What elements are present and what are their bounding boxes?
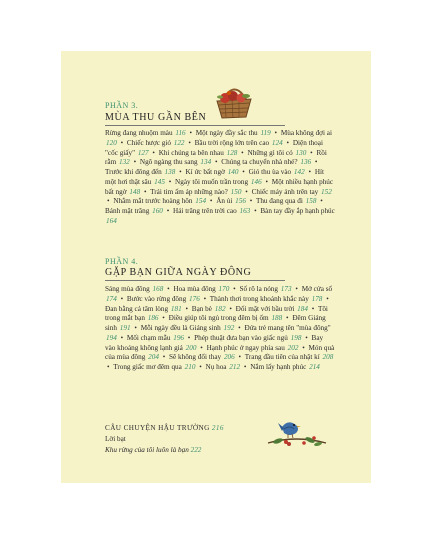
entry-title: Gió thu ùa vào (248, 168, 292, 176)
entry-page: 140 (227, 168, 239, 176)
separator-dot: • (229, 304, 232, 313)
separator-dot: • (305, 333, 308, 342)
entry-title: Mỗi ngày đều là Giáng sinh (140, 324, 221, 332)
entry-page: 176 (189, 294, 200, 303)
separator-dot: • (199, 363, 202, 371)
entry-page: 200 (185, 343, 197, 352)
entry-title: Phép thuật đưa bạn vào giấc ngủ (194, 333, 288, 342)
entry-page: 192 (223, 324, 235, 332)
entry-title: Số rô la nóng (239, 285, 278, 293)
entry-page: 194 (106, 333, 117, 342)
separator-dot: • (107, 363, 110, 371)
entry-title: Hải trăng trên trời cao (173, 207, 237, 215)
entry-page: 127 (137, 148, 149, 157)
separator-dot: • (143, 187, 147, 196)
entry-title: Nắm lấy hạnh phúc (250, 363, 307, 371)
part3-entry (252, 188, 332, 196)
separator-dot: • (179, 168, 182, 176)
entry-page: 202 (287, 343, 299, 352)
part4-entry (113, 363, 195, 371)
entry-title: Trang đầu tiên của nhật kí (244, 353, 320, 362)
entry-page: 124 (271, 138, 283, 147)
entry-page: 212 (229, 363, 241, 371)
entry-title: Hạnh phúc ở ngay phía sau (206, 343, 285, 352)
part3-entry (221, 158, 311, 166)
entry-page: 182 (214, 304, 226, 313)
separator-dot: • (107, 197, 110, 206)
separator-dot: • (308, 168, 312, 176)
entry-title: Bay vào khoảng không lạnh giá (105, 333, 324, 352)
entry-title: Diện thoại "cốc giấy" (105, 138, 323, 157)
entry-page: 158 (305, 197, 317, 206)
separator-dot: • (203, 294, 207, 303)
part4-entry (206, 363, 241, 371)
entry-page: 134 (200, 158, 212, 167)
part3-entry (249, 168, 305, 176)
bird-branch-illustration (266, 413, 328, 449)
entry-title: Trong giấc mơ đêm qua (113, 363, 182, 371)
part3-entry (196, 129, 271, 137)
entry-page: 173 (280, 285, 292, 293)
part4-entry (105, 285, 163, 293)
entry-title: Trước khi đông đến (105, 168, 162, 176)
entry-title: Thu đang qua đi (255, 197, 303, 206)
part3-entry (175, 178, 262, 186)
separator-dot: • (134, 324, 137, 332)
part3-entry (185, 168, 238, 176)
separator-dot: • (249, 197, 253, 206)
part4-entry (192, 305, 226, 313)
separator-dot: • (214, 158, 218, 167)
entry-page: 208 (322, 353, 334, 362)
part3-entry (150, 188, 241, 196)
entry-title: Một ngày đầy sắc thu (195, 129, 258, 137)
part3-entry (159, 149, 238, 157)
basket-illustration (213, 81, 255, 121)
entry-title: Hít một hơi thật sâu (105, 168, 325, 186)
entry-title: Mùa không đợi ai (280, 129, 332, 137)
part3-entry (127, 139, 185, 147)
separator-dot: • (238, 353, 242, 362)
entry-page: 156 (235, 197, 246, 206)
separator-dot: • (265, 177, 268, 186)
afterword-title-text: CÂU CHUYỆN HẬU TRƯỜNG (105, 424, 210, 432)
entry-title: Hoa mùa đông (173, 285, 216, 293)
entry-page: 154 (195, 197, 207, 206)
separator-dot: • (326, 294, 329, 303)
part4-entry (105, 305, 182, 313)
entry-page: 168 (152, 285, 164, 293)
entry-title: Mối chạm mẫu (126, 333, 171, 342)
entry-title: Bánh mặt trăng (105, 207, 150, 215)
entry-page: 164 (106, 216, 117, 225)
entry-title: Một nhiều hạnh phúc bất ngờ (105, 177, 334, 196)
part4-entry (169, 353, 235, 361)
separator-dot: • (187, 333, 191, 342)
afterword-line2-text: Khu rừng của tôi luôn là bạn (105, 446, 189, 454)
separator-dot: • (320, 197, 323, 206)
entry-title: Tôi trong mắt bạn (105, 304, 328, 323)
entry-page: 142 (293, 168, 305, 176)
separator-dot: • (233, 285, 236, 293)
separator-dot: • (166, 207, 170, 215)
separator-dot: • (295, 285, 298, 293)
entry-title: Ngõ ngàng thu sang (139, 158, 198, 167)
entry-page: 145 (154, 177, 165, 186)
entry-title: Nhắm mắt trước hoàng hôn (113, 197, 193, 206)
part3-entry (173, 207, 250, 215)
separator-dot: • (152, 148, 155, 157)
entry-page: 146 (250, 177, 262, 186)
afterword-line2 (105, 446, 201, 454)
entry-page: 148 (129, 187, 141, 196)
separator-dot: • (200, 343, 203, 352)
entry-title: Bạn bè (191, 304, 212, 313)
afterword-line1: Lời bạt (105, 435, 126, 443)
separator-dot: • (133, 158, 137, 167)
entry-title: Bàn tay đầy ắp hạnh phúc (260, 207, 335, 215)
entry-title: Chúng ta chuyển nhà nhé? (221, 158, 298, 167)
part3-title: MÙA THU GẦN BÊN (105, 112, 207, 123)
entry-title: Mở cửa sổ (301, 285, 333, 293)
entry-title: Chiếc hược gió (126, 138, 171, 147)
part4-entry (236, 305, 308, 313)
entry-title: Nụ hoa (205, 363, 227, 371)
entry-title: Thành thơi trong khoảnh khắc này (209, 294, 309, 303)
part4-entry (173, 285, 229, 293)
entry-page: 119 (260, 129, 271, 137)
separator-dot: • (120, 138, 124, 147)
part3-entry (195, 139, 283, 147)
part4-contents (105, 285, 335, 373)
part3-entry (105, 129, 186, 137)
entry-title: Sẽ không đổi thay (169, 353, 222, 362)
separator-dot: • (245, 187, 248, 196)
part4-title: GẶP BẠN GIỮA NGÀY ĐÔNG (105, 267, 252, 278)
separator-dot: • (286, 138, 290, 147)
entry-title: Rồi rằm (105, 148, 327, 167)
entry-page: 206 (223, 353, 235, 362)
entry-title: Đêm Giáng sinh (105, 314, 326, 332)
entry-title: Điều giúp tôi ngủ trong đêm bị ốm (168, 314, 269, 323)
separator-dot: • (120, 333, 124, 342)
entry-page: 196 (173, 333, 184, 342)
separator-dot: • (209, 197, 213, 206)
part3-entry (105, 207, 163, 215)
separator-dot: • (310, 148, 313, 157)
part4-entry (194, 334, 301, 342)
entry-title: Đối mặt với bầu trời (235, 304, 295, 313)
separator-dot: • (167, 285, 170, 293)
separator-dot: • (286, 314, 289, 323)
entry-page: 181 (170, 304, 182, 313)
entry-page: 178 (311, 294, 323, 303)
entry-title: Khi chúng ta bên nhau (158, 148, 224, 157)
entry-title: Ngày tôi muốn trần trong (175, 177, 249, 186)
separator-dot: • (302, 343, 305, 352)
entry-page: 138 (164, 168, 176, 176)
entry-title: Trái tim ấm áp những nào? (150, 187, 228, 196)
part4-entry (239, 285, 291, 293)
separator-dot: • (242, 168, 245, 176)
part4-entry (250, 363, 320, 371)
part3-entry (216, 197, 246, 205)
part4-entry (127, 334, 184, 342)
entry-title: Rừng đang nhuộm màu (105, 129, 173, 137)
entry-title: Chiếc máy ảnh trên tay (251, 187, 319, 196)
separator-dot: • (189, 129, 192, 137)
separator-dot: • (168, 177, 172, 186)
part4-entry (169, 314, 283, 322)
entry-title: Bầu trời rộng lớn trên cao (194, 138, 270, 147)
separator-dot: • (241, 148, 244, 157)
entry-title: Món quà của mùa đông (105, 343, 335, 362)
entry-page: 152 (321, 187, 332, 196)
entry-page: 174 (106, 294, 117, 303)
part3-entry (140, 158, 211, 166)
part3-entry (105, 168, 175, 176)
entry-page: 188 (271, 314, 283, 323)
entry-page: 214 (309, 363, 320, 371)
afterword-title (105, 424, 224, 432)
part3-entry (248, 149, 307, 157)
entry-page: 184 (297, 304, 308, 313)
entry-page: 163 (239, 207, 251, 215)
separator-dot: • (120, 294, 124, 303)
part4-entry (207, 344, 299, 352)
entry-page: 122 (173, 138, 185, 147)
entry-page: 150 (230, 187, 242, 196)
book-page (61, 51, 371, 483)
part4-label: PHẦN 4. (105, 257, 139, 266)
part3-divider (105, 125, 285, 126)
part4-entry (141, 324, 235, 332)
separator-dot: • (314, 158, 318, 167)
separator-dot: • (274, 129, 278, 137)
entry-title: Kí ức bất ngờ (185, 168, 225, 176)
separator-dot: • (254, 207, 257, 215)
part3-entry (113, 197, 206, 205)
entry-title: Đứa trẻ mang tên "mùa đông" (244, 324, 331, 332)
entry-page: 204 (148, 353, 159, 362)
entry-page: 132 (118, 158, 130, 167)
separator-dot: • (311, 304, 315, 313)
part4-entry (127, 295, 200, 303)
separator-dot: • (188, 138, 191, 147)
separator-dot: • (162, 353, 166, 362)
entry-title: Đan bằng cả tâm lòng (105, 304, 169, 313)
entry-page: 191 (119, 324, 131, 332)
part4-entry (245, 353, 334, 361)
entry-page: 116 (175, 129, 186, 137)
separator-dot: • (243, 363, 247, 371)
separator-dot: • (162, 314, 165, 323)
entry-page: 170 (218, 285, 230, 293)
entry-page: 136 (300, 158, 312, 167)
afterword-title-page: 216 (211, 424, 224, 432)
part3-contents (105, 129, 335, 227)
entry-page: 130 (295, 148, 307, 157)
separator-dot: • (185, 304, 188, 313)
entry-page: 210 (184, 363, 196, 371)
entry-page: 120 (106, 138, 117, 147)
part4-divider (105, 280, 285, 281)
entry-page: 198 (290, 333, 302, 342)
entry-title: Sáng mùa đông (105, 285, 150, 293)
part3-label: PHẦN 3. (105, 101, 139, 110)
entry-title: Ăn ủi (216, 197, 233, 206)
separator-dot: • (238, 324, 241, 332)
part4-entry (210, 295, 323, 303)
entry-title: Những gì tôi có (247, 148, 293, 157)
afterword-line2-page: 222 (190, 446, 202, 454)
entry-page: 160 (152, 207, 163, 215)
entry-title: Bước vào rừng đông (126, 294, 187, 303)
entry-page: 128 (226, 148, 238, 157)
part3-entry (256, 197, 317, 205)
entry-page: 186 (147, 314, 159, 323)
